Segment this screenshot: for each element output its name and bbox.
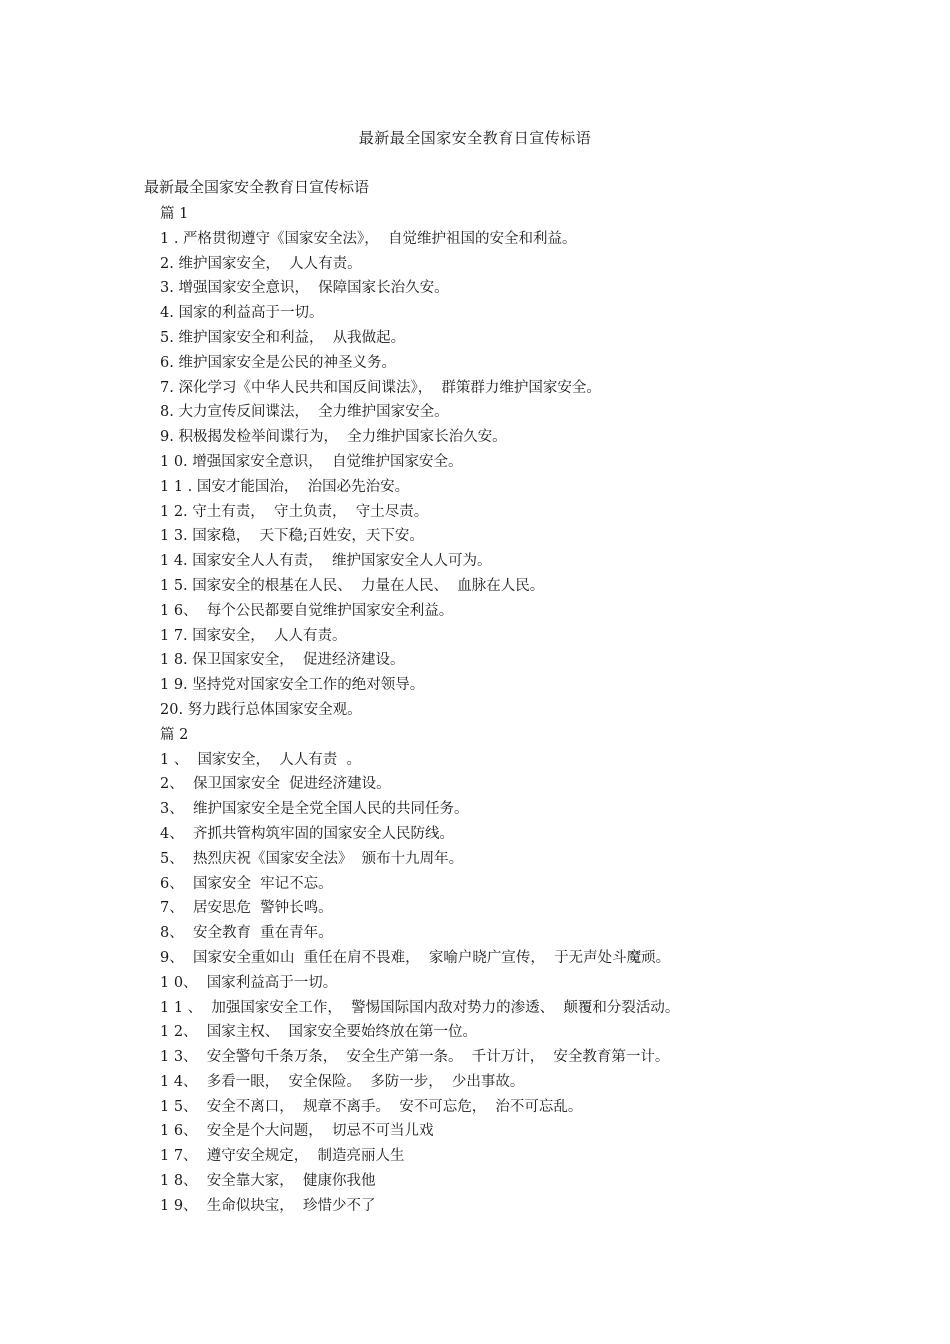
slogan-item: 5. 维护国家安全和利益， 从我做起。 xyxy=(160,329,406,346)
slogan-item: 9、 国家安全重如山 重任在肩不畏难， 家喻户晓广宣传， 于无声处斗魔顽。 xyxy=(160,949,671,966)
slogan-item: 1 、 国家安全， 人人有责 。 xyxy=(160,751,361,768)
slogan-item: 1 1 、 加强国家安全工作， 警惕国际国内敌对势力的渗透、 颠覆和分裂活动。 xyxy=(160,999,680,1016)
slogan-item: 1 5、 安全不离口， 规章不离手。 安不可忘危， 治不可忘乱。 xyxy=(160,1098,583,1115)
slogan-item: 8. 大力宣传反间谍法， 全力维护国家安全。 xyxy=(160,404,449,421)
slogan-item: 1 6、 安全是个大问题， 切忌不可当儿戏 xyxy=(160,1123,434,1140)
slogan-item: 1 0. 增强国家安全意识， 自觉维护国家安全。 xyxy=(160,453,463,470)
slogan-item: 1 7、 遵守安全规定， 制造亮丽人生 xyxy=(160,1148,405,1165)
slogan-item: 4. 国家的利益高于一切。 xyxy=(160,305,324,322)
slogan-item: 6、 国家安全 牢记不忘。 xyxy=(160,875,333,892)
slogan-item: 9. 积极揭发检举间谍行为， 全力维护国家长治久安。 xyxy=(160,429,507,446)
slogan-item: 3、 维护国家安全是全党全国人民的共同任务。 xyxy=(160,801,469,818)
slogan-item: 1 3. 国家稳， 天下稳;百姓安，天下安。 xyxy=(160,528,424,545)
section-1-label: 篇 1 xyxy=(160,206,189,222)
slogan-item: 1 4、 多看一眼， 安全保险。 多防一步， 少出事故。 xyxy=(160,1073,525,1090)
slogan-item: 1 . 严格贯彻遵守《国家安全法》， 自觉维护祖国的安全和利益。 xyxy=(160,230,577,247)
slogan-item: 20. 努力践行总体国家安全观。 xyxy=(160,701,362,718)
slogan-item: 1 4. 国家安全人人有责， 维护国家安全人人可为。 xyxy=(160,553,492,570)
slogan-item: 5、 热烈庆祝《国家安全法》 颁布十九周年。 xyxy=(160,850,464,867)
slogan-item: 4、 齐抓共管构筑牢固的国家安全人民防线。 xyxy=(160,825,454,842)
slogan-item: 1 8、 安全靠大家， 健康你我他 xyxy=(160,1173,376,1190)
slogan-item: 1 9. 坚持党对国家安全工作的绝对领导。 xyxy=(160,677,425,694)
slogan-item: 1 8. 保卫国家安全， 促进经济建设。 xyxy=(160,652,405,669)
slogan-item: 2、 保卫国家安全 促进经济建设。 xyxy=(160,776,391,793)
slogan-item: 1 1 . 国安才能国治， 治国必先治安。 xyxy=(160,478,410,495)
document-body xyxy=(160,202,860,1219)
slogan-item: 2. 维护国家安全， 人人有责。 xyxy=(160,255,362,272)
slogan-item: 6. 维护国家安全是公民的神圣义务。 xyxy=(160,354,396,371)
slogan-item: 7、 居安思危 警钟长鸣。 xyxy=(160,900,333,917)
slogan-item: 1 0、 国家利益高于一切。 xyxy=(160,974,338,991)
slogan-item: 1 2、 国家主权、 国家安全要始终放在第一位。 xyxy=(160,1024,477,1041)
slogan-item: 1 9、 生命似块宝， 珍惜少不了 xyxy=(160,1197,376,1214)
slogan-item: 1 3、 安全警句千条万条， 安全生产第一条。 千计万计， 安全教育第一计。 xyxy=(160,1049,670,1066)
slogan-item: 7. 深化学习《中华人民共和国反间谍法》， 群策群力维护国家安全。 xyxy=(160,379,601,396)
page-title: 最新最全国家安全教育日宣传标语 xyxy=(358,129,592,147)
slogan-item: 8、 安全教育 重在青年。 xyxy=(160,925,333,942)
slogan-item: 3. 增强国家安全意识， 保障国家长治久安。 xyxy=(160,280,449,297)
slogan-item: 1 6、 每个公民都要自觉维护国家安全利益。 xyxy=(160,602,454,619)
slogan-item: 1 2. 守土有责， 守土负责， 守土尽责。 xyxy=(160,503,429,520)
section-2-label: 篇 2 xyxy=(160,726,189,743)
slogan-item: 1 7. 国家安全， 人人有责。 xyxy=(160,627,347,644)
slogan-item: 1 5. 国家安全的根基在人民、 力量在人民、 血脉在人民。 xyxy=(160,577,545,594)
document-heading: 最新最全国家安全教育日宣传标语 xyxy=(144,178,370,196)
